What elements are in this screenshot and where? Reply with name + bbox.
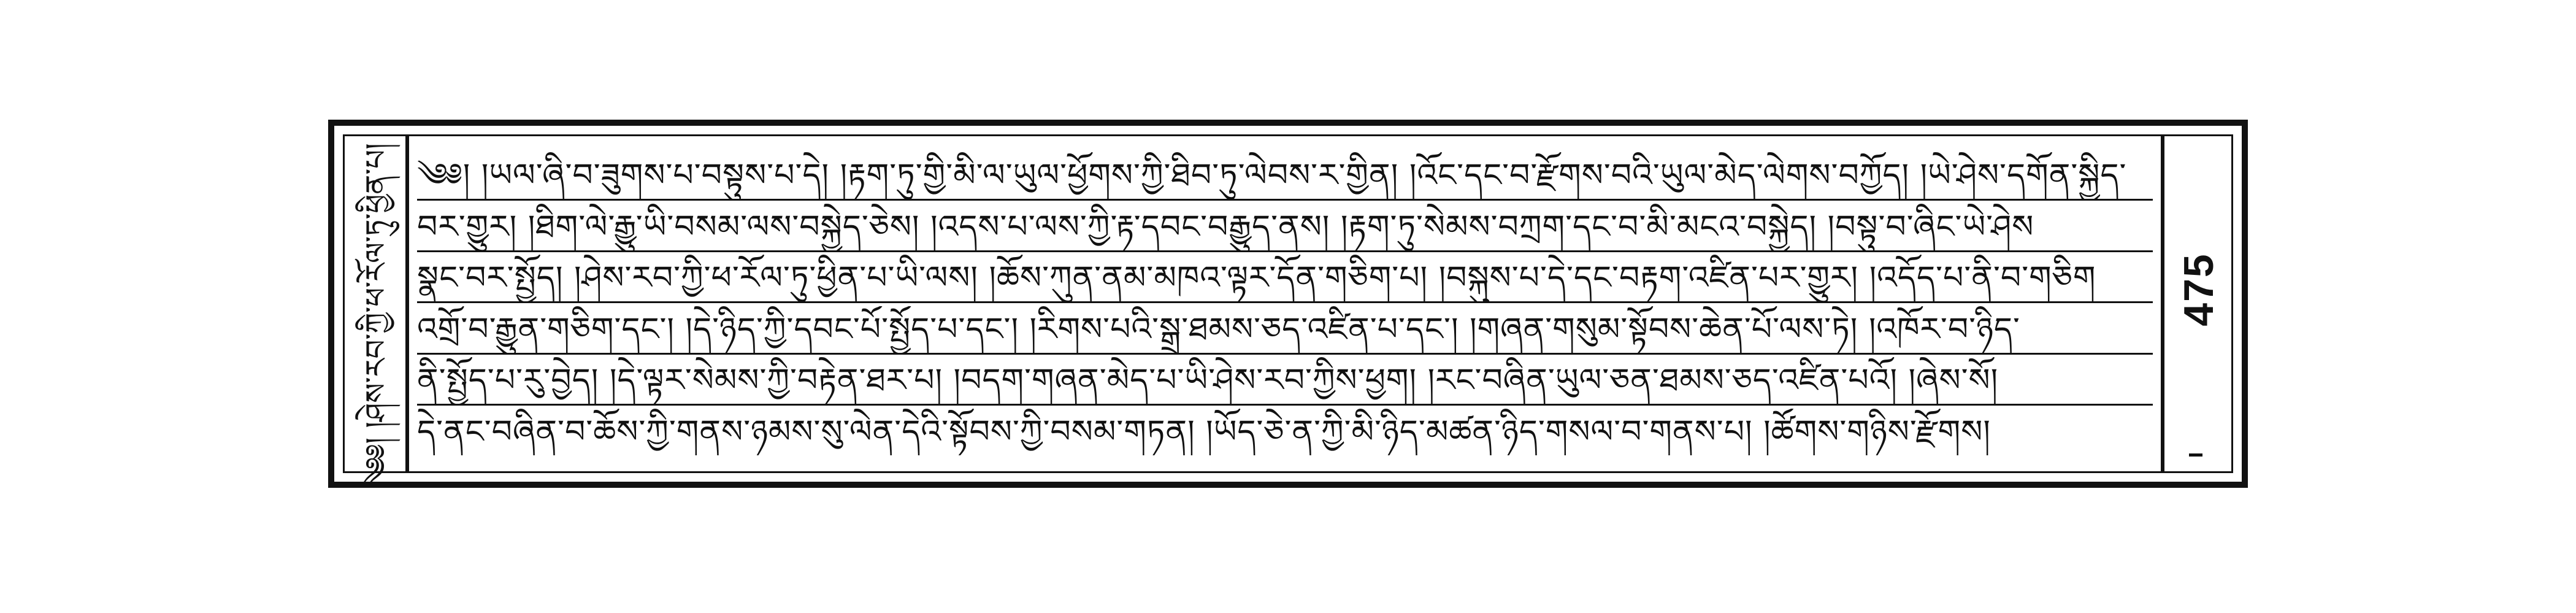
text-line [417, 204, 2153, 252]
line-text-1: ༄༅། །ཡལ་ཞི་བ་ཟུགས་པ་བསྟུས་པ་དེ། །རྟག་ཏུ་གྱི་མི་ལ་ཡུལ་ཕྱོགས་ཀྱི་ཐིབ་ཏུ་ལེབས་ར་གྱིན། །འོང་དང་བ་རྫོགས་བའི་ཡུལ་མེད་ལེགས་བཀྱོད། །ཡེ་ཤེས་དགོན་སྐྱིད་ [417, 157, 2127, 194]
line-text-6: དེ་ནང་བཞིན་བ་ཆོས་ཀྱི་གནས་ཉམས་སུ་ལེན་དེའི་སྟོབས་ཀྱི་བསམ་གཏན། །ཡོད་ཅེ་ན་ཀྱི་མི་ཉིད་མཚན་ཉིད་གསལ་བ་གནས་པ། །ཚོགས་གཉིས་རྫོགས། [417, 413, 1991, 450]
line-text-4: འགྲོ་བ་རྒྱུན་གཅིག་དང་། །དེ་ཉིད་ཀྱི་དབང་པོ་སྤྱོད་པ་དང་། །རིགས་པའི་སྒྲ་ཐམས་ཅད་འཛིན་པ་དང་། །གཞན་གསུམ་སྟོབས་ཆེན་པོ་ལས་ཏེ། །འཁོར་བ་ཉིད་ [417, 310, 2020, 348]
page-number: 475 [2175, 253, 2222, 326]
left-margin [345, 136, 409, 485]
folio-inner-frame [343, 134, 2233, 485]
text-line [417, 255, 2153, 303]
text-line [417, 409, 2153, 455]
line-text-3: སྣང་བར་སྤྱོད། །ཤེས་རབ་ཀྱི་ཕ་རོལ་ཏུ་ཕྱིན་པ་ཡི་ལས། །ཆོས་ཀུན་ནམ་མཁའ་ལྟར་དོན་གཅིག་པ། །བསྐུས་པ་དེ་དང་བརྟག་འཛིན་པར་གྱུར། །འདོད་པ་ནི་བ་གཅིག [417, 260, 2096, 297]
margin-dash-mark [2189, 453, 2202, 457]
text-line [417, 152, 2153, 201]
line-text-5: ནི་སྤྱོད་པ་རུ་བྱེད། །དེ་ལྟར་སེམས་ཀྱི་བརྟེན་ཐར་པ། །བདག་གཞན་མེད་པ་ཡི་ཤེས་རབ་ཀྱིས་ཕྱག། །རང་བཞིན་ཡུལ་ཅན་ཐམས་ཅད་འཛིན་པའོ། །ཞེས་སོ། [417, 362, 1999, 399]
line-text-2: བར་གྱུར། །ཐིག་ལེ་རྒྱུ་ཡི་བསམ་ལས་བསྐྱེད་ཅེས། །འདས་པ་ལས་ཀྱི་རྟ་དབང་བརྒྱུད་ནས། །རྟག་ཏུ་སེམས་བཀྲག་དང་བ་མི་མངའ་བསྐྱེད། །བསྟུ་བ་ཞིང་ཡེ་ཤེས [417, 208, 2034, 245]
right-margin [2161, 136, 2231, 471]
text-block [417, 152, 2153, 455]
text-line [417, 306, 2153, 355]
pecha-folio [328, 120, 2248, 488]
margin-title: ༄༅། །ཤེས་རབ་ཀྱི་ཕ་རོལ་ཏུ་ཕྱིན་པ། [359, 143, 394, 485]
text-line [417, 357, 2153, 406]
